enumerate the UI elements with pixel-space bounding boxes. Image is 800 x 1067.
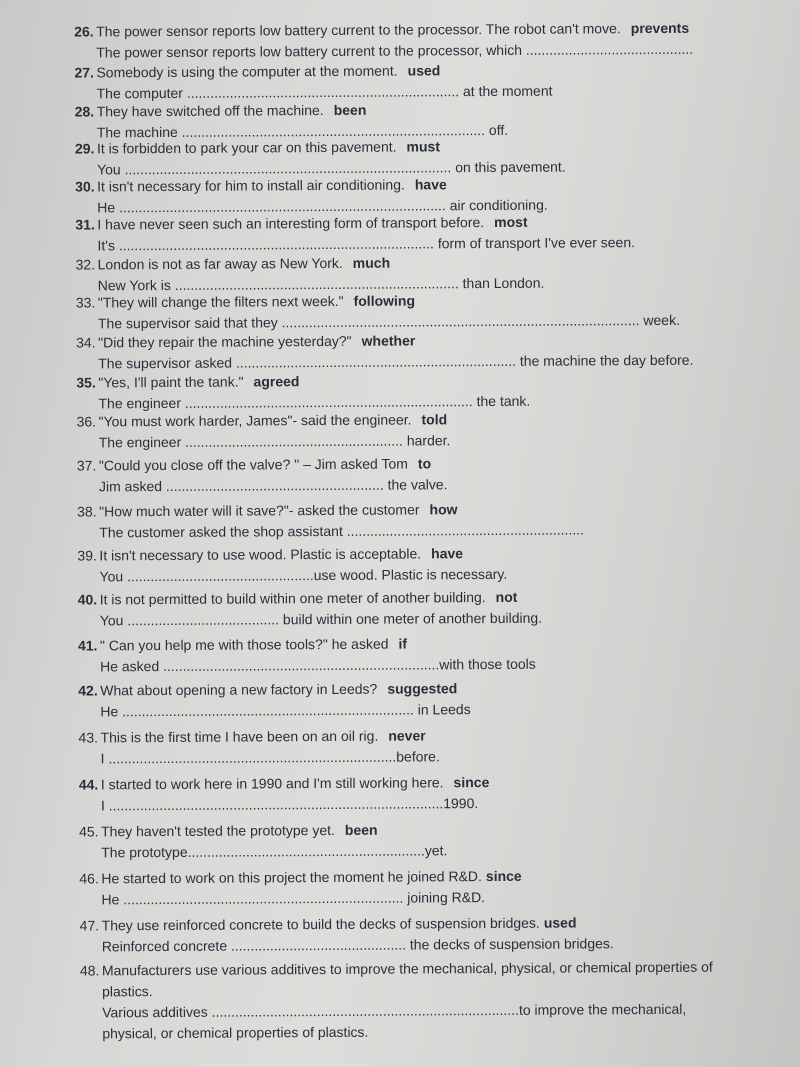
exercise-sentence: "Yes, I'll paint the tank." — [98, 373, 244, 391]
exercise-rewrite: The supervisor asked ........................................................................ the machine the day before. — [98, 351, 694, 372]
exercise-rewrite: You .................................................................................... on this pavement. — [96, 158, 566, 178]
exercise-sentence: "You must work harder, James"- said the engineer. — [98, 411, 412, 430]
exercise-sentence: I have never seen such an interesting form of transport before. — [97, 214, 485, 233]
exercise-number: 41. — [77, 637, 98, 654]
exercise-46 — [79, 864, 800, 910]
exercise-34 — [76, 328, 800, 374]
exercise-number: 26. — [74, 23, 94, 40]
exercise-38 — [77, 497, 800, 543]
exercise-keyword: told — [421, 411, 448, 428]
exercise-rewrite: The supervisor said that they ............................................................................................ week. — [97, 311, 680, 332]
exercise-sentence: The power sensor reports low battery current to the processor. The robot can't move. — [96, 20, 621, 40]
exercise-rewrite: The prototype.............................................................yet. — [101, 842, 448, 861]
exercise-rewrite: The engineer .......................................................................... the tank. — [98, 392, 531, 412]
exercise-number: 35. — [76, 374, 96, 391]
exercise-number: 44. — [78, 776, 99, 793]
exercise-number: 42. — [78, 682, 98, 699]
exercise-rewrite: You ....................................... build within one meter of another building. — [99, 609, 543, 629]
exercise-number: 45. — [79, 823, 99, 840]
exercise-rewrite: Jim asked ........................................................ the valve. — [98, 476, 448, 495]
exercise-40 — [78, 585, 800, 631]
exercise-number: 48. — [79, 962, 100, 979]
exercise-keyword: have — [414, 176, 447, 193]
exercise-sentence: London is not as far away as New York. — [97, 254, 343, 273]
exercise-sentence: He started to work on this project the moment he joined R&D. — [101, 868, 482, 887]
exercise-keyword: much — [352, 254, 391, 271]
exercise-26 — [74, 17, 800, 63]
exercise-keyword: been — [333, 101, 367, 118]
exercise-rewrite: I ......................................................................................1990. — [100, 795, 479, 814]
exercise-36 — [77, 407, 800, 453]
exercise-sentence: "How much water will it save?"- asked the customer — [99, 501, 420, 520]
exercise-keyword: used — [543, 914, 577, 931]
exercise-number: 46. — [79, 870, 99, 887]
exercise-keyword: since — [485, 867, 522, 885]
exercise-sentence: "Could you close off the valve? " – Jim asked Tom — [98, 455, 408, 474]
exercise-rewrite: The engineer ........................................................ harder. — [98, 432, 451, 451]
exercise-number: 32. — [75, 256, 96, 273]
exercise-rewrite: The power sensor reports low battery current to the processor, which ........................................... — [96, 40, 694, 61]
exercise-number: 33. — [75, 294, 96, 311]
exercise-rewrite-continued: physical, or chemical properties of plastics. — [102, 1023, 369, 1042]
exercise-number: 31. — [75, 216, 95, 233]
exercise-number: 28. — [74, 103, 95, 120]
exercise-sentence: It isn't necessary to use wood. Plastic is acceptable. — [99, 545, 422, 564]
exercise-number: 34. — [76, 334, 96, 351]
exercise-sentence: They use reinforced concrete to build the decks of suspension bridges. — [101, 914, 540, 934]
exercise-keyword: suggested — [387, 680, 458, 697]
exercise-sentence: " Can you help me with those tools?" he asked — [99, 635, 389, 654]
exercise-sentence: I started to work here in 1990 and I'm still working here. — [100, 774, 444, 793]
exercise-sentence: It isn't necessary for him to install air conditioning. — [97, 176, 405, 195]
exercise-rewrite: I ..........................................................................before. — [100, 748, 440, 767]
exercise-keyword: have — [431, 545, 464, 562]
exercise-rewrite: He .................................................................................... air conditioning. — [97, 196, 548, 216]
exercise-keyword: to — [417, 455, 432, 472]
exercise-sentence: It is not permitted to build within one meter of another building. — [99, 589, 486, 608]
exercise-42 — [78, 676, 800, 722]
exercise-number: 38. — [77, 503, 97, 520]
exercise-rewrite: Reinforced concrete ............................................. the decks of suspension bridges. — [101, 935, 614, 955]
exercise-rewrite: You ................................................use wood. Plastic is necessary. — [99, 565, 508, 585]
exercise-37 — [77, 451, 800, 497]
exercise-number: 29. — [74, 140, 95, 157]
exercise-keyword: prevents — [630, 19, 690, 37]
exercise-rewrite: New York is ......................................................................... than London. — [97, 274, 545, 294]
exercise-33 — [76, 288, 800, 334]
exercise-48 — [80, 956, 800, 1044]
exercise-44 — [79, 770, 800, 816]
exercise-number: 40. — [77, 591, 98, 608]
exercise-sentence: They haven't tested the prototype yet. — [101, 821, 335, 840]
exercise-keyword: whether — [361, 332, 416, 349]
exercise-rewrite: He ........................................................................... in Leeds — [100, 701, 471, 720]
exercise-39 — [77, 541, 800, 587]
exercise-keyword: following — [353, 292, 416, 309]
exercise-number: 43. — [78, 729, 99, 746]
exercise-rewrite: It's ................................................................................. form of transport I've ever seen. — [97, 234, 636, 254]
exercise-keyword: been — [344, 821, 378, 838]
exercise-sentence: "They will change the filters next week." — [97, 292, 344, 311]
exercise-sentence: Manufacturers use various additives to improve the mechanical, physical, or chemical properties of — [101, 958, 713, 979]
exercise-keyword: not — [495, 588, 518, 605]
exercise-keyword: since — [453, 774, 490, 791]
exercise-keyword: most — [494, 213, 528, 230]
exercise-31 — [75, 210, 800, 256]
exercise-sentence: It is forbidden to park your car on this pavement. — [96, 138, 397, 157]
exercise-sentence: They have switched off the machine. — [96, 102, 324, 120]
exercise-rewrite: He ........................................................................ joining R&D. — [101, 889, 486, 908]
exercise-45 — [79, 817, 800, 863]
exercise-number: 39. — [77, 547, 97, 564]
exercise-rewrite: The customer asked the shop assistant ............................................................. — [99, 521, 585, 541]
exercise-number: 47. — [79, 917, 100, 934]
exercise-sentence: Somebody is using the computer at the moment. — [96, 62, 398, 81]
exercise-rewrite: He asked .......................................................................with those tools — [100, 655, 536, 675]
exercise-41 — [78, 631, 800, 677]
exercise-sentence: "Did they repair the machine yesterday?" — [98, 332, 352, 351]
exercise-keyword: never — [388, 727, 426, 744]
exercise-keyword: if — [398, 635, 408, 652]
exercise-sentence: This is the first time I have been on an oil rig. — [100, 727, 379, 746]
exercise-number: 30. — [75, 178, 95, 195]
exercise-keyword: used — [407, 62, 441, 79]
exercise-sentence-continued: plastics. — [102, 983, 153, 1000]
exercise-47 — [80, 911, 800, 957]
exercise-keyword: agreed — [253, 373, 300, 390]
exercise-rewrite: The computer ...................................................................... at the moment — [96, 82, 553, 102]
exercise-keyword: how — [429, 501, 458, 518]
exercise-sentence: What about opening a new factory in Leeds? — [100, 680, 378, 699]
exercise-keyword: must — [406, 138, 441, 155]
exercise-rewrite: Various additives ...............................................................................to improve the mechanical, — [102, 1000, 687, 1021]
exercise-number: 36. — [76, 413, 97, 430]
exercise-rewrite: The machine .............................................................................. off. — [96, 121, 509, 141]
exercise-number: 27. — [74, 64, 94, 81]
exercise-number: 37. — [76, 457, 97, 474]
exercise-43 — [78, 723, 800, 769]
